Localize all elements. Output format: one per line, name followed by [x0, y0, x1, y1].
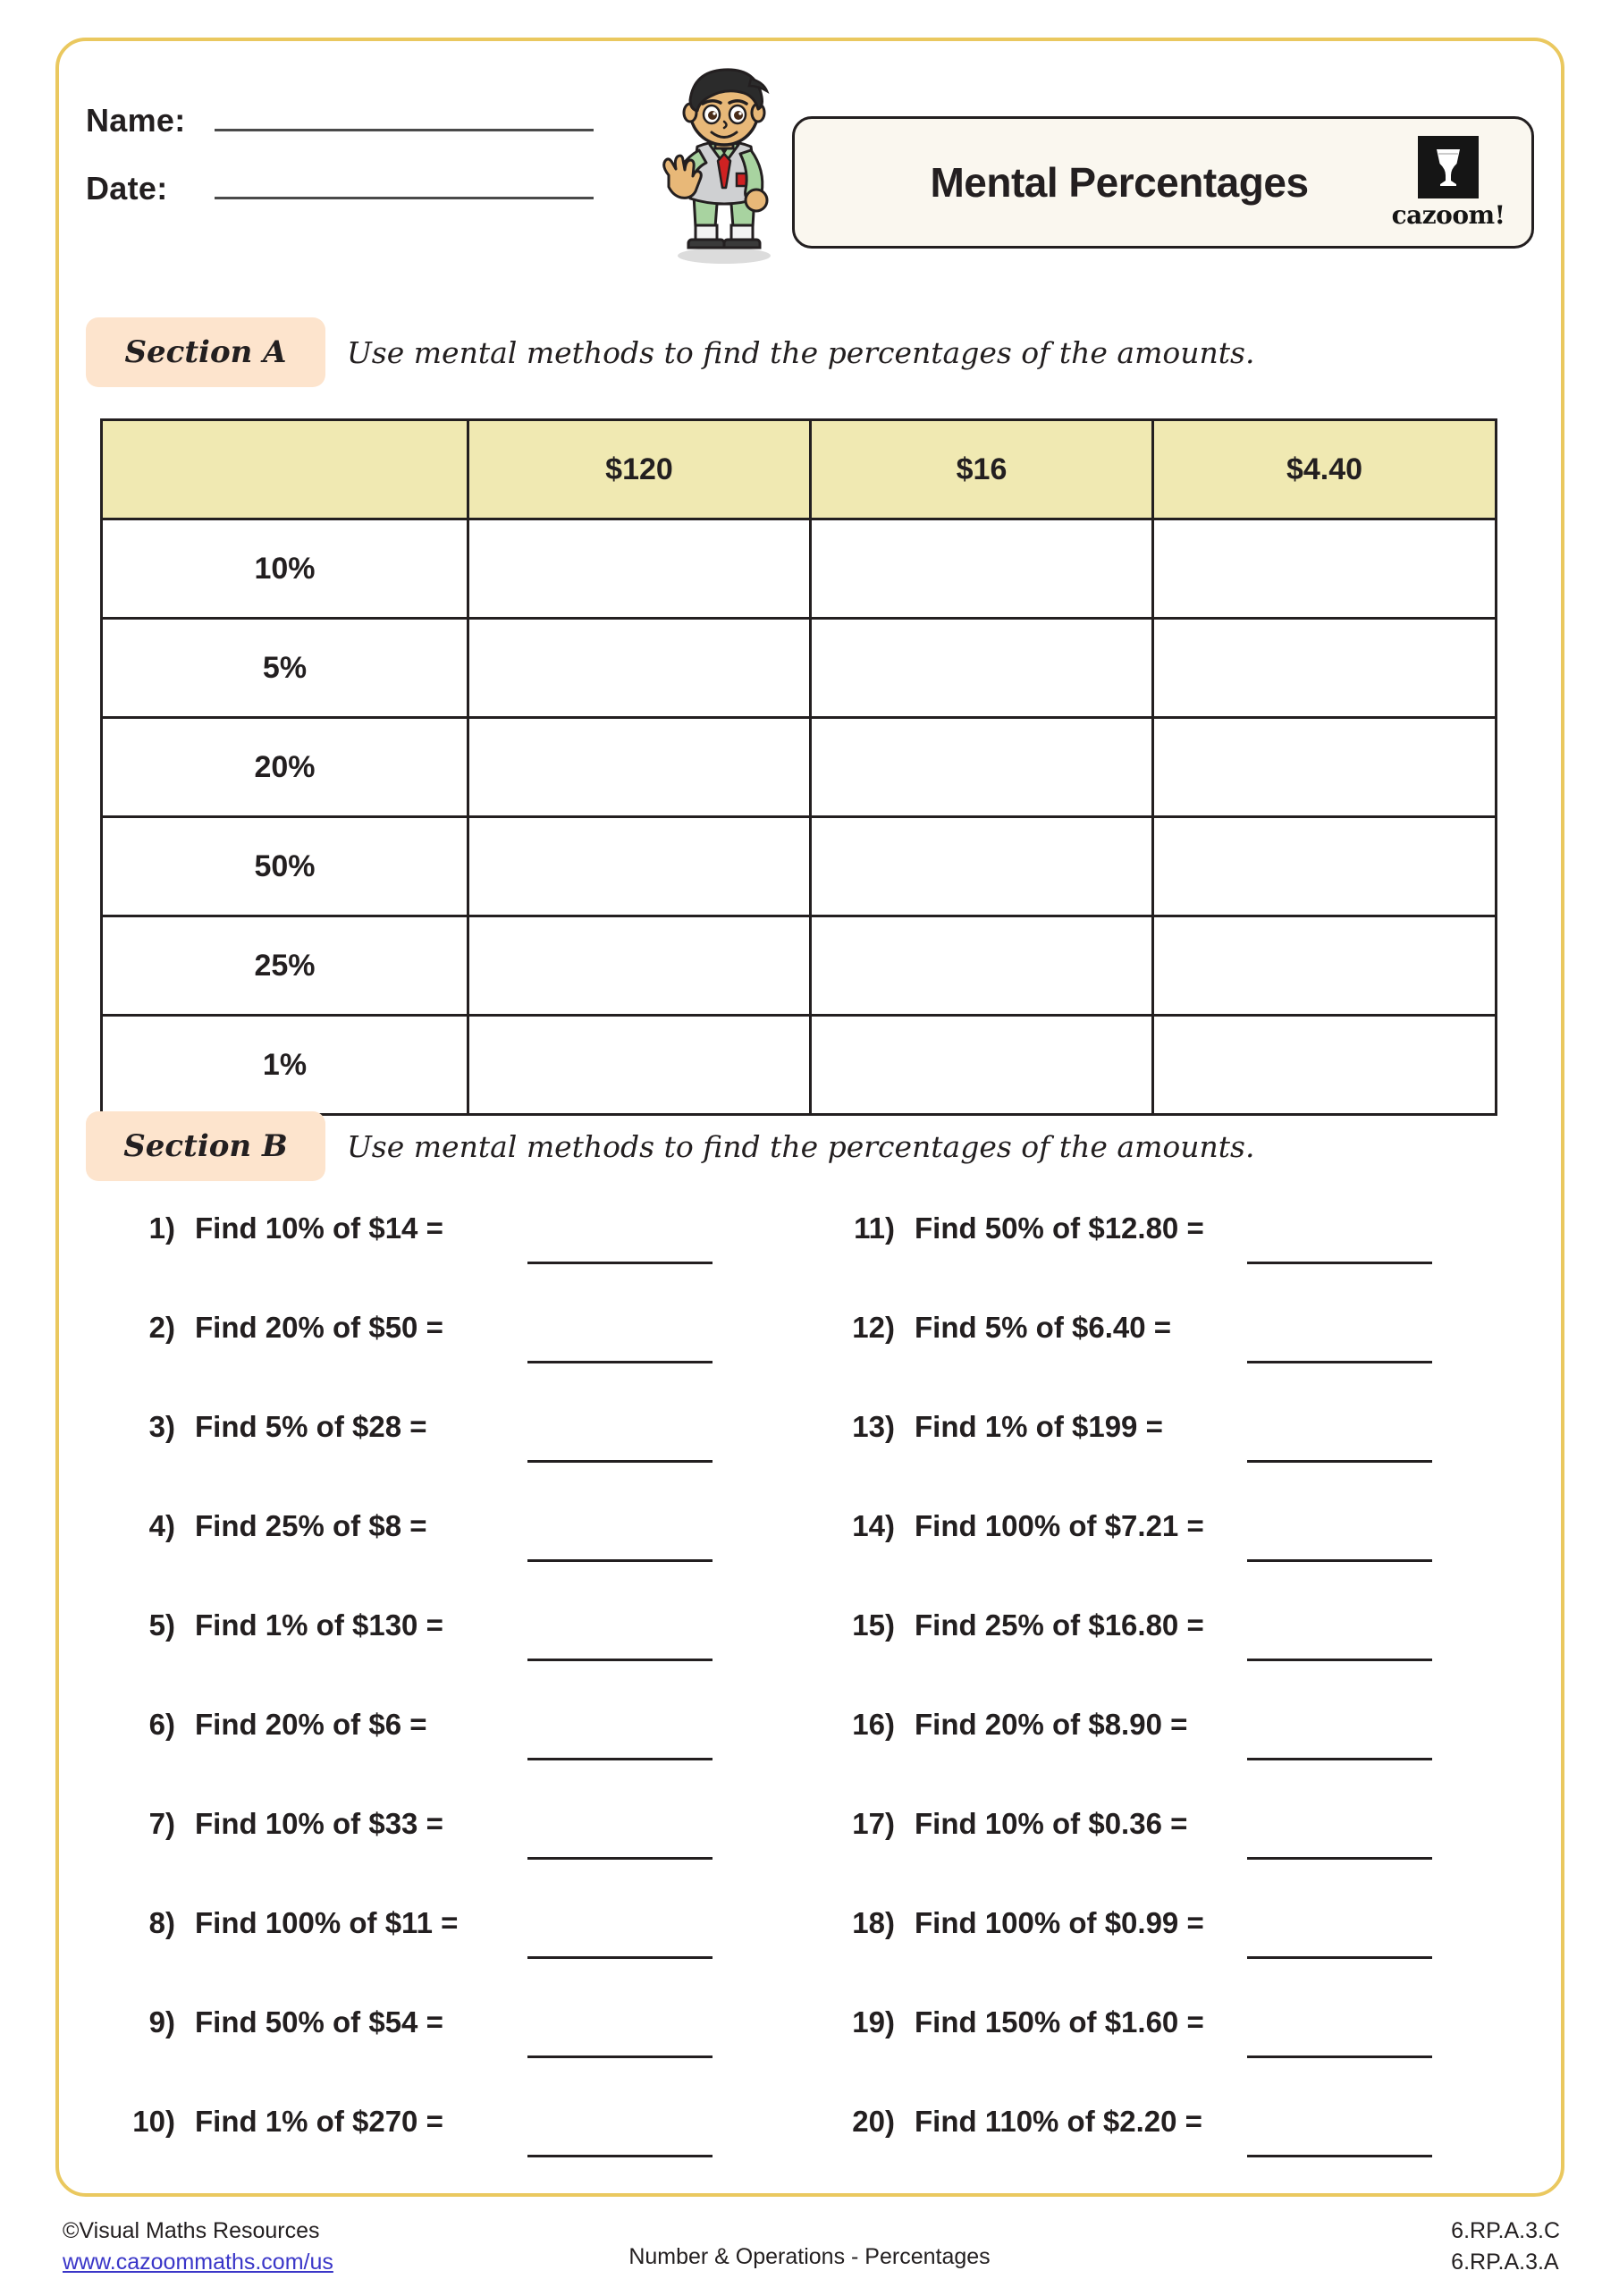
- table-answer-cell[interactable]: [811, 718, 1153, 817]
- question-item: [818, 2105, 1538, 2204]
- question-number: 6): [148, 1708, 175, 1741]
- question-number: 10): [132, 2105, 175, 2138]
- table-answer-cell[interactable]: [811, 916, 1153, 1016]
- question-item: [98, 1311, 818, 1410]
- table-answer-cell[interactable]: [468, 619, 811, 718]
- question-number: 3): [148, 1410, 175, 1443]
- question-item: [98, 2005, 818, 2105]
- table-answer-cell[interactable]: [468, 519, 811, 619]
- question-text: Find 100% of $7.21 =: [915, 1509, 1204, 1542]
- question-text: Find 5% of $28 =: [195, 1410, 427, 1443]
- footer-standards-block: [1451, 2216, 1560, 2277]
- table-row-label: 25%: [102, 916, 468, 1016]
- question-text: Find 5% of $6.40 =: [915, 1311, 1172, 1344]
- question-number: 7): [148, 1807, 175, 1840]
- question-number: 15): [852, 1608, 895, 1642]
- table-answer-cell[interactable]: [468, 718, 811, 817]
- question-text: Find 1% of $270 =: [195, 2105, 443, 2138]
- questions-column-right: [818, 1211, 1538, 2204]
- question-item: [818, 1311, 1538, 1410]
- section-a-banner: [86, 317, 1480, 387]
- cazoom-wordmark: cazoom!: [1391, 199, 1505, 230]
- question-text: Find 25% of $8 =: [195, 1509, 427, 1542]
- question-text: Find 1% of $199 =: [915, 1410, 1163, 1443]
- question-number: 5): [148, 1608, 175, 1642]
- table-answer-cell[interactable]: [1153, 916, 1497, 1016]
- question-text: Find 20% of $6 =: [195, 1708, 427, 1741]
- question-item: [818, 1807, 1538, 1906]
- question-number: 4): [148, 1509, 175, 1542]
- table-answer-cell[interactable]: [1153, 817, 1497, 916]
- question-text: Find 10% of $14 =: [195, 1211, 443, 1245]
- question-number: 19): [852, 2005, 895, 2039]
- question-number: 1): [148, 1211, 175, 1245]
- question-number: 11): [854, 1211, 895, 1245]
- percentage-table: [100, 418, 1497, 1116]
- cazoom-logo: [1381, 136, 1515, 230]
- table-answer-cell[interactable]: [468, 1016, 811, 1115]
- section-a-label: Section A: [124, 334, 287, 370]
- question-item: [818, 1708, 1538, 1807]
- question-number: 2): [148, 1311, 175, 1344]
- table-row-label: 20%: [102, 718, 468, 817]
- question-answer-line[interactable]: [1247, 1559, 1432, 1562]
- table-corner-header: [102, 420, 468, 519]
- name-input-line[interactable]: [215, 95, 594, 131]
- question-answer-line[interactable]: [527, 2155, 713, 2157]
- table-row: [102, 916, 1497, 1016]
- question-answer-line[interactable]: [527, 1460, 713, 1463]
- question-number: 14): [852, 1509, 895, 1542]
- question-text: Find 20% of $50 =: [195, 1311, 443, 1344]
- question-text: Find 50% of $54 =: [195, 2005, 443, 2039]
- question-number: 16): [852, 1708, 895, 1741]
- table-header-amount-3: $4.40: [1153, 420, 1497, 519]
- table-answer-cell[interactable]: [468, 817, 811, 916]
- table-row: [102, 817, 1497, 916]
- question-text: Find 25% of $16.80 =: [915, 1608, 1204, 1642]
- question-item: [98, 1906, 818, 2005]
- question-answer-line[interactable]: [1247, 1659, 1432, 1661]
- question-answer-line[interactable]: [527, 1956, 713, 1959]
- questions-column-left: [98, 1211, 818, 2204]
- question-number: 17): [852, 1807, 895, 1840]
- question-answer-line[interactable]: [1247, 1460, 1432, 1463]
- table-header-row: [102, 420, 1497, 519]
- table-answer-cell[interactable]: [1153, 718, 1497, 817]
- question-answer-line[interactable]: [527, 1559, 713, 1562]
- table-row-label: 5%: [102, 619, 468, 718]
- table-answer-cell[interactable]: [1153, 619, 1497, 718]
- section-a-instruction: Use mental methods to find the percentages of the amounts.: [347, 334, 1255, 370]
- question-number: 8): [148, 1906, 175, 1939]
- footer-standard-2: 6.RP.A.3.A: [1451, 2249, 1559, 2275]
- percentage-table-wrapper: [100, 418, 1495, 1116]
- footer-website-link[interactable]: www.cazoommaths.com/us: [63, 2249, 333, 2275]
- question-item: [818, 1410, 1538, 1509]
- question-answer-line[interactable]: [527, 1361, 713, 1363]
- question-number: 12): [852, 1311, 895, 1344]
- question-number: 13): [852, 1410, 895, 1443]
- question-number: 20): [852, 2105, 895, 2138]
- cazoom-goblet-logo-icon: [1418, 136, 1479, 198]
- table-row-label: 50%: [102, 817, 468, 916]
- question-item: [818, 1906, 1538, 2005]
- question-item: [818, 1211, 1538, 1311]
- question-text: Find 150% of $1.60 =: [915, 2005, 1204, 2039]
- question-text: Find 20% of $8.90 =: [915, 1708, 1188, 1741]
- question-item: [818, 1608, 1538, 1708]
- question-answer-line[interactable]: [1247, 2155, 1432, 2157]
- question-item: [98, 1608, 818, 1708]
- worksheet-header: [86, 70, 1534, 275]
- question-answer-line[interactable]: [527, 1857, 713, 1860]
- date-label: Date:: [86, 170, 168, 207]
- table-answer-cell[interactable]: [811, 1016, 1153, 1115]
- name-row: [86, 95, 604, 139]
- question-number: 18): [852, 1906, 895, 1939]
- question-answer-line[interactable]: [1247, 1758, 1432, 1760]
- table-row: [102, 1016, 1497, 1115]
- footer-standard-1: 6.RP.A.3.C: [1451, 2218, 1560, 2243]
- question-text: Find 50% of $12.80 =: [915, 1211, 1204, 1245]
- question-text: Find 10% of $33 =: [195, 1807, 443, 1840]
- table-answer-cell[interactable]: [811, 817, 1153, 916]
- section-b-instruction: Use mental methods to find the percentages of the amounts.: [347, 1128, 1255, 1164]
- question-answer-line[interactable]: [1247, 2055, 1432, 2058]
- section-b-banner: [86, 1111, 1480, 1181]
- question-item: [98, 1708, 818, 1807]
- question-text: Find 1% of $130 =: [195, 1608, 443, 1642]
- question-item: [98, 1509, 818, 1608]
- question-answer-line[interactable]: [1247, 1857, 1432, 1860]
- name-label: Name:: [86, 102, 186, 139]
- table-answer-cell[interactable]: [811, 619, 1153, 718]
- name-date-block: [86, 95, 604, 231]
- question-answer-line[interactable]: [527, 1659, 713, 1661]
- date-row: [86, 163, 604, 207]
- section-a-pill: [86, 317, 325, 387]
- table-header-amount-1: $120: [468, 420, 811, 519]
- question-item: [98, 1410, 818, 1509]
- table-header-amount-2: $16: [811, 420, 1153, 519]
- table-row-label: 10%: [102, 519, 468, 619]
- question-item: [818, 2005, 1538, 2105]
- date-input-line[interactable]: [215, 163, 594, 199]
- table-answer-cell[interactable]: [811, 519, 1153, 619]
- question-answer-line[interactable]: [527, 1758, 713, 1760]
- question-answer-line[interactable]: [1247, 1361, 1432, 1363]
- table-answer-cell[interactable]: [1153, 1016, 1497, 1115]
- worksheet-footer: [0, 2216, 1619, 2296]
- question-item: [98, 2105, 818, 2204]
- table-row-label: 1%: [102, 1016, 468, 1115]
- footer-copyright: ©Visual Maths Resources: [63, 2218, 320, 2243]
- question-answer-line[interactable]: [527, 1262, 713, 1264]
- question-number: 9): [148, 2005, 175, 2039]
- table-row: [102, 718, 1497, 817]
- page-title: Mental Percentages: [930, 159, 1309, 206]
- table-row: [102, 619, 1497, 718]
- question-item: [98, 1807, 818, 1906]
- footer-topic: Number & Operations - Percentages: [628, 2244, 991, 2269]
- section-b-label: Section B: [123, 1128, 288, 1164]
- question-answer-line[interactable]: [1247, 1956, 1432, 1959]
- question-text: Find 110% of $2.20 =: [915, 2105, 1202, 2138]
- table-answer-cell[interactable]: [1153, 519, 1497, 619]
- table-row: [102, 519, 1497, 619]
- question-text: Find 100% of $0.99 =: [915, 1906, 1204, 1939]
- question-text: Find 10% of $0.36 =: [915, 1807, 1188, 1840]
- question-text: Find 100% of $11 =: [195, 1906, 459, 1939]
- question-answer-line[interactable]: [527, 2055, 713, 2058]
- title-box: [792, 116, 1534, 249]
- question-answer-line[interactable]: [1247, 1262, 1432, 1264]
- section-b-pill: [86, 1111, 325, 1181]
- table-answer-cell[interactable]: [468, 916, 811, 1016]
- question-item: [98, 1211, 818, 1311]
- waving-schoolboy-illustration-icon: [638, 61, 808, 266]
- question-item: [818, 1509, 1538, 1608]
